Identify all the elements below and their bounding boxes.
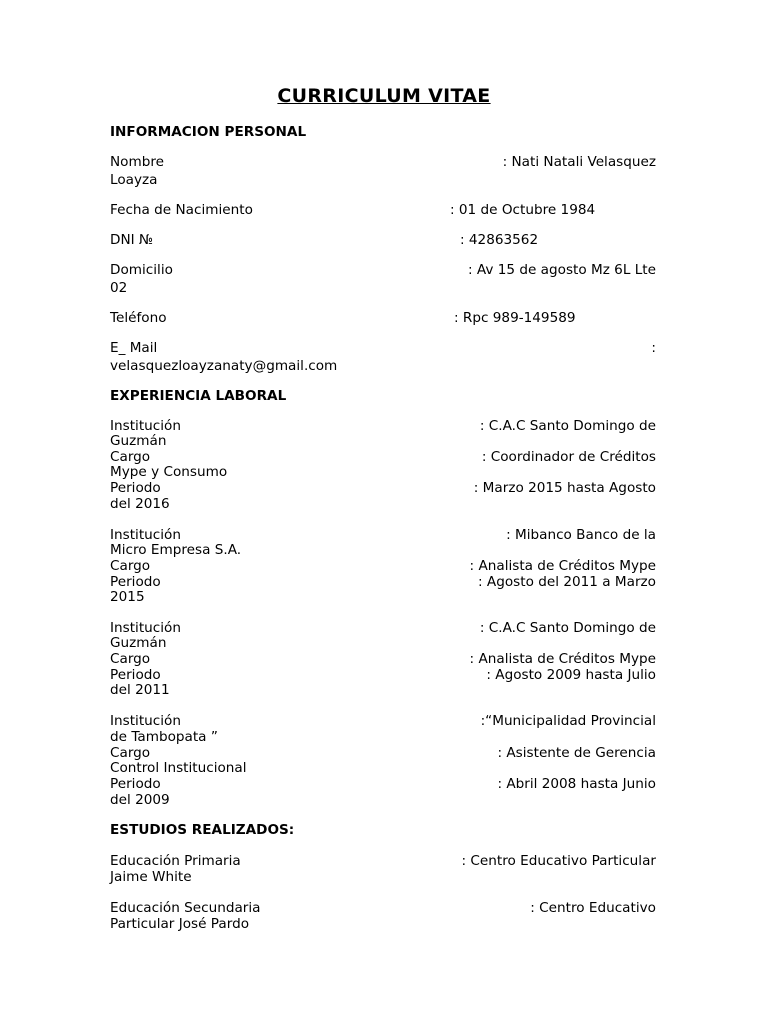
job-period-value: : Agosto del 2011 a Marzo	[478, 574, 656, 590]
job-position-cont: Control Institucional	[110, 760, 247, 776]
field-value-dni: : 42863562	[460, 232, 539, 248]
job-institution-label: Institución	[110, 418, 181, 434]
field-label-dni: DNI №	[110, 232, 154, 248]
field-value-name-cont: Loayza	[110, 172, 158, 188]
job-position-value: : Asistente de Gerencia	[497, 745, 656, 761]
section-heading-personal: INFORMACION PERSONAL	[110, 124, 307, 140]
section-heading-experience: EXPERIENCIA LABORAL	[110, 388, 287, 404]
job-period-value: : Marzo 2015 hasta Agosto	[473, 480, 656, 496]
field-value-email-colon: :	[651, 340, 656, 356]
job-period-label: Periodo	[110, 667, 161, 683]
study-value-primary-cont: Jaime White	[110, 869, 192, 885]
job-institution-value: : C.A.C Santo Domingo de	[479, 418, 656, 434]
job-period-cont: del 2011	[110, 682, 170, 698]
field-label-birthdate: Fecha de Nacimiento	[110, 202, 253, 218]
job-period-label: Periodo	[110, 776, 161, 792]
field-value-phone: : Rpc 989-149589	[454, 310, 576, 326]
job-institution-label: Institución	[110, 527, 181, 543]
field-value-birthdate: : 01 de Octubre 1984	[450, 202, 596, 218]
study-label-primary: Educación Primaria	[110, 853, 241, 869]
field-value-address-cont: 02	[110, 280, 128, 296]
study-value-secondary-cont: Particular José Pardo	[110, 916, 250, 932]
document-title: CURRICULUM VITAE	[277, 85, 491, 107]
job-period-cont: del 2016	[110, 496, 170, 512]
job-period-cont: 2015	[110, 589, 145, 605]
job-position-label: Cargo	[110, 745, 151, 761]
field-value-email: velasquezloayzanaty@gmail.com	[110, 358, 338, 374]
job-institution-value: :“Municipalidad Provincial	[480, 713, 656, 729]
job-position-label: Cargo	[110, 651, 151, 667]
field-label-name: Nombre	[110, 154, 165, 170]
job-position-label: Cargo	[110, 449, 151, 465]
job-institution-cont: Guzmán	[110, 433, 167, 449]
study-value-primary: : Centro Educativo Particular	[461, 853, 656, 869]
field-label-email: E_ Mail	[110, 340, 158, 356]
job-period-label: Periodo	[110, 574, 161, 590]
job-position-value: : Analista de Créditos Mype	[469, 651, 656, 667]
study-label-secondary: Educación Secundaria	[110, 900, 261, 916]
job-position-cont: Mype y Consumo	[110, 464, 228, 480]
section-heading-studies: ESTUDIOS REALIZADOS:	[110, 822, 295, 838]
job-institution-value: : Mibanco Banco de la	[506, 527, 656, 543]
job-institution-label: Institución	[110, 713, 181, 729]
job-institution-value: : C.A.C Santo Domingo de	[479, 620, 656, 636]
job-institution-cont: de Tambopata ”	[110, 729, 218, 745]
field-value-name: : Nati Natali Velasquez	[502, 154, 656, 170]
field-label-phone: Teléfono	[110, 310, 167, 326]
study-value-secondary: : Centro Educativo	[530, 900, 656, 916]
job-institution-label: Institución	[110, 620, 181, 636]
job-institution-cont: Guzmán	[110, 635, 167, 651]
job-institution-cont: Micro Empresa S.A.	[110, 542, 242, 558]
job-position-label: Cargo	[110, 558, 151, 574]
job-period-value: : Abril 2008 hasta Junio	[497, 776, 656, 792]
job-position-value: : Coordinador de Créditos	[481, 449, 656, 465]
job-period-value: : Agosto 2009 hasta Julio	[486, 667, 656, 683]
job-position-value: : Analista de Créditos Mype	[469, 558, 656, 574]
job-period-cont: del 2009	[110, 792, 170, 808]
job-period-label: Periodo	[110, 480, 161, 496]
field-label-address: Domicilio	[110, 262, 173, 278]
field-value-address: : Av 15 de agosto Mz 6L Lte	[467, 262, 656, 278]
